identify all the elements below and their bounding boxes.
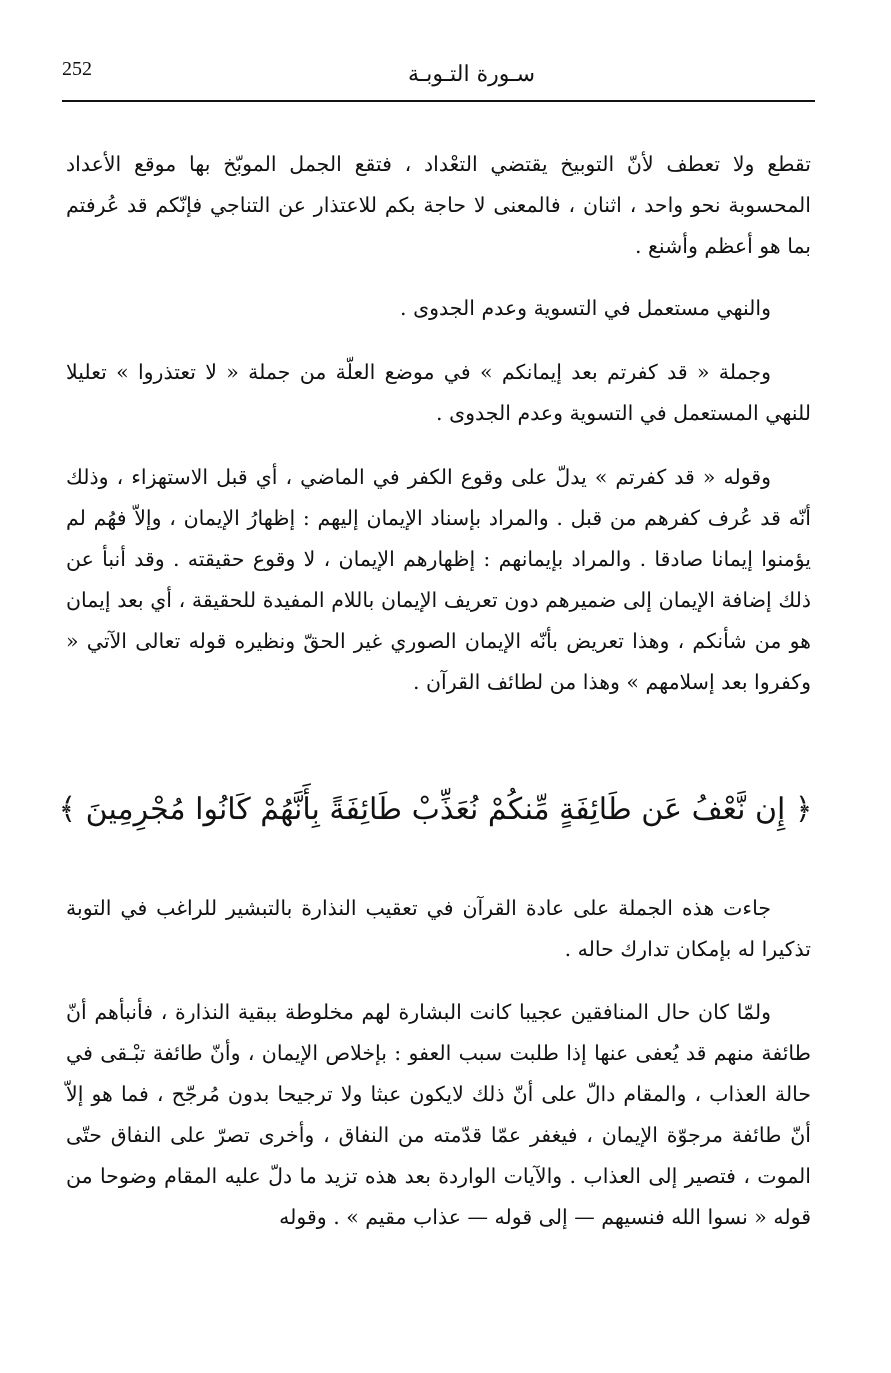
paragraph-text: تقطع ولا تعطف لأنّ التوبيخ يقتضي التعْداد ، فتقع الجمل الموبّخ بها موقع الأعداد المحسوبة نحو واحد ، اثنان ، فالمعنى لا حاجة بكم للاعتذار عن التناجي فإنّكم قد عُرفتم بما هو أعظم وأشنع .	[66, 152, 811, 258]
paragraph-1	[66, 144, 811, 267]
paragraph-text: ولمّا كان حال المنافقين عجيبا كانت البشارة لهم مخلوطة ببقية النذارة ، فأنبأهم أنّ طائفة منهم قد يُعفى عنها إذا طلبت سبب العفو : بإخلاص الإيمان ، وأنّ طائفة تبْـقى في حالة العذاب ، والمقام دالّ على أنّ ذلك لايكون عبثا ولا ترجيحا بدون مُرجّح ، فما هو إلاّ أنّ طائفة مرجوّة الإيمان ، فيغفر عمّا قدّمته من النفاق ، وأخرى تصرّ على النفاق حتّى الموت ، فتصير إلى العذاب . والآيات الواردة بعد هذه تزيد ما دلّ عليه المقام وضوحا من قوله « نسوا الله فنسيهم — إلى قوله — عذاب مقيم » . وقوله	[66, 1000, 811, 1229]
paragraph-4	[66, 457, 811, 703]
page-header	[62, 58, 815, 98]
paragraph-text: وقوله « قد كفرتم » يدلّ على وقوع الكفر في الماضي ، أي قبل الاستهزاء ، وذلك أنّه قد عُرف كفرهم من قبل . والمراد بإسناد الإيمان إليهم : إظهارُ الإيمان ، وإلاّ فهُم لم يؤمنوا إيمانا صادقا . والمراد بإيمانهم : إظهارهم الإيمان ، لا وقوع حقيقته . وقد أنبأ عن ذلك إضافة الإيمان إلى ضميرهم دون تعريف الإيمان باللام المفيدة للحقيقة ، أي بعد إيمان هو من شأنكم ، وهذا تعريض بأنّه الإيمان الصوري غير الحقّ ونظيره قوله تعالى الآتي « وكفروا بعد إسلامهم » وهذا من لطائف القرآن .	[66, 465, 811, 694]
paragraph-3	[66, 352, 811, 434]
paragraph-text: جاءت هذه الجملة على عادة القرآن في تعقيب النذارة بالتبشير للراغب في التوبة تذكيرا له بإمكان تدارك حاله .	[66, 896, 811, 961]
surah-title: سـورة التـوبـة	[407, 62, 535, 87]
paragraph-text: والنهي مستعمل في التسوية وعدم الجدوى .	[400, 296, 771, 320]
header-divider	[62, 100, 815, 102]
page-number: 252	[62, 58, 92, 80]
paragraph-2	[66, 288, 811, 329]
paragraph-6	[66, 992, 811, 1238]
paragraph-5	[66, 888, 811, 970]
paragraph-text: وجملة « قد كفرتم بعد إيمانكم » في موضع العلّة من جملة « لا تعتذروا » تعليلا للنهي المستعمل في التسوية وعدم الجدوى .	[66, 360, 811, 425]
quran-verse: ﴿ إِن نَّعْفُ عَن طَائِفَةٍ مِّنكُمْ نُعَذِّبْ طَائِفَةً بِأَنَّهُمْ كَانُوا مُجْرِمِينَ ﴾	[58, 792, 813, 827]
